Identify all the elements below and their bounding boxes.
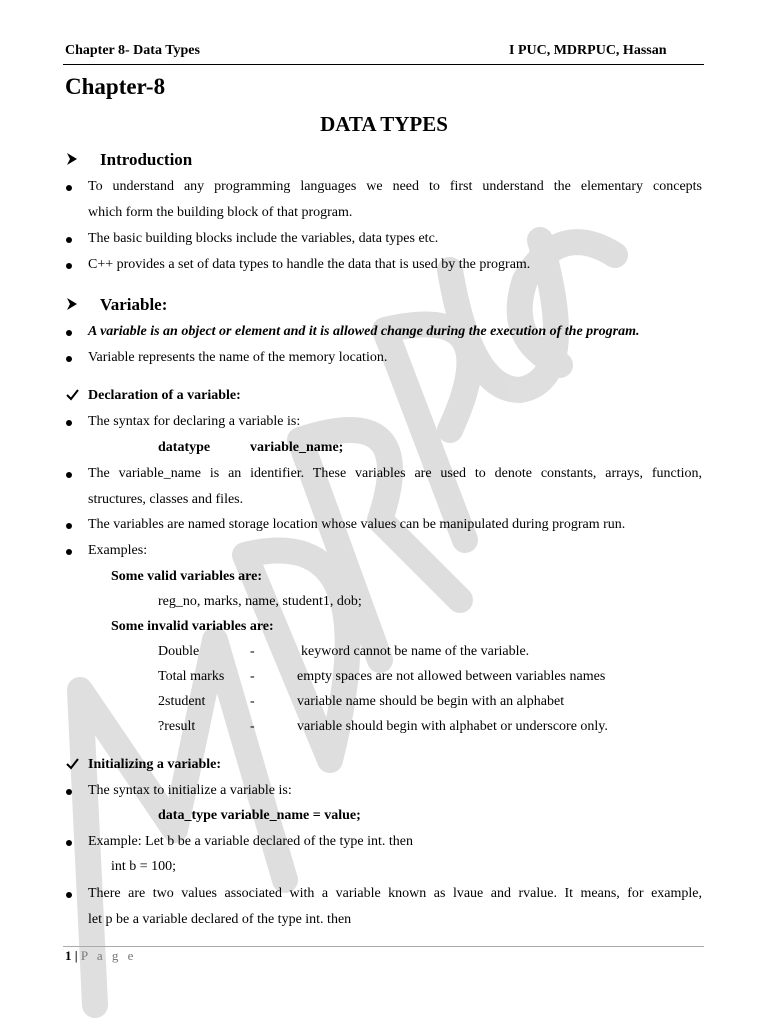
declaration-heading: Declaration of a variable: (88, 388, 241, 403)
invalid-dash: - (250, 719, 255, 734)
invalid-name: ?result (158, 719, 196, 734)
invalid-name: 2student (158, 694, 206, 709)
bullet-icon (66, 892, 72, 898)
bullet-icon (66, 356, 72, 362)
bullet-icon (66, 237, 72, 243)
bullet-icon (66, 472, 72, 478)
invalid-dash: - (250, 694, 255, 709)
initializing-example-code: int b = 100; (111, 859, 177, 874)
invalid-reason: variable should begin with alphabet or underscore only. (297, 719, 608, 734)
initializing-heading: Initializing a variable: (88, 757, 221, 772)
invalid-variables-label: Some invalid variables are: (111, 619, 274, 634)
intro-bullet-1-line-1: To understand any programming languages we need to first understand the elementary concepts (88, 179, 702, 194)
valid-variables-label: Some valid variables are: (111, 569, 263, 584)
lvalue-line-1: There are two values associated with a variable known as lvaue and rvalue. It means, for example, (88, 886, 702, 901)
lvalue-line-2: let p be a variable declared of the type int. then (88, 912, 352, 927)
invalid-name: Double (158, 644, 200, 659)
intro-bullet-1-line-2: which form the building block of that program. (88, 205, 353, 220)
bullet-icon (66, 789, 72, 795)
bullet-icon (66, 840, 72, 846)
header-chapter-title: Chapter 8- Data Types (65, 43, 200, 58)
checkmark-icon (66, 388, 79, 406)
page-title: DATA TYPES (320, 112, 448, 136)
initializing-syntax: data_type variable_name = value; (158, 808, 361, 823)
page-number: 1 (65, 948, 72, 963)
page-label: P a g e (80, 948, 137, 963)
bullet-icon (66, 330, 72, 336)
declaration-syntax-type: datatype (158, 440, 211, 455)
bullet-icon (66, 185, 72, 191)
arrow-bullet-icon (66, 152, 78, 171)
invalid-dash: - (250, 644, 255, 659)
identifier-line-1: The variable_name is an identifier. These variables are used to denote constants, arrays, function, (88, 466, 702, 481)
invalid-reason: empty spaces are not allowed between variables names (297, 669, 606, 684)
introduction-heading: Introduction (100, 150, 193, 169)
invalid-reason: variable name should be begin with an alphabet (297, 694, 565, 709)
initializing-example: Example: Let b be a variable declared of the type int. then (88, 834, 413, 849)
examples-label: Examples: (88, 543, 148, 558)
arrow-bullet-icon (66, 297, 78, 316)
bullet-icon (66, 523, 72, 529)
variable-definition: A variable is an object or element and it is allowed change during the execution of the program. (88, 324, 640, 339)
valid-variables-list: reg_no, marks, name, student1, dob; (158, 594, 362, 609)
page-footer (65, 948, 136, 964)
chapter-label: Chapter-8 (65, 74, 166, 99)
bullet-icon (66, 420, 72, 426)
header-divider (63, 64, 704, 65)
declaration-syntax-intro: The syntax for declaring a variable is: (88, 414, 301, 429)
header-institution: I PUC, MDRPUC, Hassan (509, 43, 667, 58)
variable-represents: Variable represents the name of the memory location. (88, 350, 388, 365)
bullet-icon (66, 549, 72, 555)
initializing-syntax-intro: The syntax to initialize a variable is: (88, 783, 292, 798)
declaration-syntax-name: variable_name; (250, 440, 344, 455)
footer-divider (63, 946, 704, 947)
bullet-icon (66, 263, 72, 269)
footer-separator: | (74, 948, 78, 963)
invalid-name: Total marks (158, 669, 225, 684)
invalid-reason: keyword cannot be name of the variable. (301, 644, 530, 659)
variable-heading: Variable: (100, 295, 168, 314)
intro-bullet-2: The basic building blocks include the variables, data types etc. (88, 231, 439, 246)
intro-bullet-3: C++ provides a set of data types to handle the data that is used by the program. (88, 257, 531, 272)
identifier-line-2: structures, classes and files. (88, 492, 244, 507)
invalid-dash: - (250, 669, 255, 684)
checkmark-icon (66, 757, 79, 775)
storage-location-text: The variables are named storage location whose values can be manipulated during program run. (88, 517, 626, 532)
